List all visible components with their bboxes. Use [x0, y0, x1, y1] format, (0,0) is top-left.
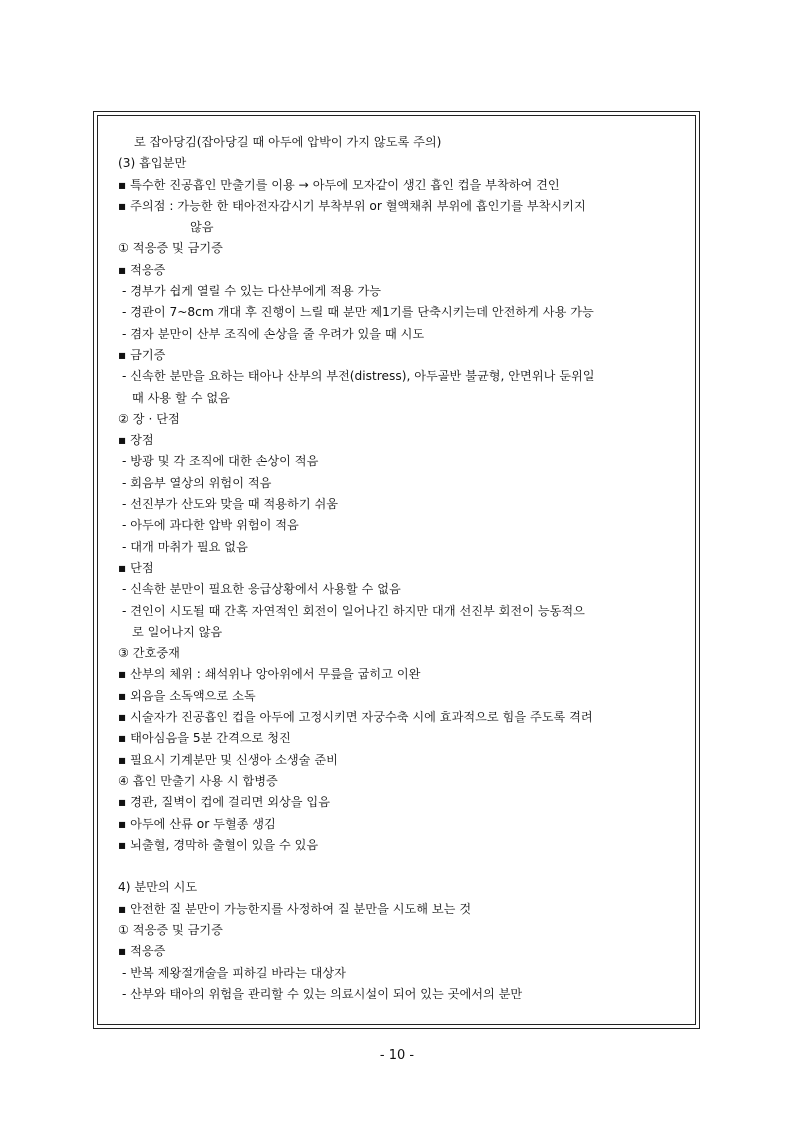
continued-line: 로 잡아당김(잡아당길 때 아두에 압박이 가지 않도록 주의) — [134, 135, 442, 149]
dash-item: - 경부가 쉽게 열릴 수 있는 다산부에게 적용 가능 — [122, 284, 382, 299]
document-content — [118, 132, 681, 1005]
bullet-item-continuation: 않음 — [190, 220, 214, 235]
dash-item: - 반복 제왕절개술을 피하길 바라는 대상자 — [122, 965, 346, 980]
section-heading: 4) 분만의 시도 — [118, 880, 198, 895]
bullet-item: ▪ 시술자가 진공흡인 컵을 아두에 고정시키면 자궁수축 시에 효과적으로 힘을 주도록 격려 — [118, 710, 593, 725]
section-heading: ① 적응증 및 금기증 — [118, 922, 223, 937]
bullet-item: ▪ 특수한 진공흡인 만출기를 이용 → 아두에 모자같이 생긴 흡인 컵을 부착하여 견인 — [118, 177, 560, 192]
dash-item: - 선진부가 산도와 맞을 때 적용하기 쉬움 — [122, 497, 339, 512]
dash-item: - 아두에 과다한 압박 위험이 적음 — [122, 518, 299, 533]
dash-item: - 견인이 시도될 때 간혹 자연적인 회전이 일어나긴 하지만 대개 선진부 회전이 능동적으 — [122, 603, 585, 618]
bullet-item: ▪ 단점 — [118, 560, 154, 575]
dash-item: - 산부와 태아의 위험을 관리할 수 있는 의료시설이 되어 있는 곳에서의 분만 — [122, 986, 523, 1001]
dash-item: - 경관이 7~8cm 개대 후 진행이 느릴 때 분만 제1기를 단축시키는데 안전하게 사용 가능 — [122, 305, 594, 320]
bullet-item: ▪ 안전한 질 분만이 가능한지를 사정하여 질 분만을 시도해 보는 것 — [118, 901, 472, 916]
bullet-item: ▪ 적응증 — [118, 262, 166, 277]
dash-item: - 대개 마취가 필요 없음 — [122, 539, 248, 554]
bullet-item: ▪ 경관, 질벽이 컵에 걸리면 외상을 입음 — [118, 795, 330, 810]
bullet-item: ▪ 금기증 — [118, 347, 166, 362]
bullet-item: ▪ 외음을 소독액으로 소독 — [118, 688, 256, 703]
bullet-item: ▪ 필요시 기계분만 및 신생아 소생술 준비 — [118, 752, 338, 767]
section-heading: ④ 흡인 만출기 사용 시 합병증 — [118, 773, 278, 788]
bullet-item: ▪ 산부의 체위 : 쇄석위나 앙아위에서 무릎을 굽히고 이완 — [118, 667, 421, 682]
page-number: - 10 - — [379, 1048, 415, 1063]
dash-item-continuation: 때 사용 할 수 없음 — [132, 390, 230, 405]
document-inner-frame — [97, 115, 696, 1025]
bullet-item: ▪ 태아심음을 5분 간격으로 청진 — [118, 731, 291, 746]
blank-line — [118, 856, 681, 877]
bullet-item: ▪ 아두에 산류 or 두혈종 생김 — [118, 816, 276, 831]
dash-item: - 신속한 분만을 요하는 태아나 산부의 부전(distress), 아두골반 불균형, 안면위나 둔위일 — [122, 369, 595, 384]
bullet-item: ▪ 적응증 — [118, 944, 166, 959]
section-heading: ③ 간호중재 — [118, 646, 180, 661]
bullet-item: ▪ 뇌출혈, 경막하 출혈이 있을 수 있음 — [118, 837, 319, 852]
bullet-item: ▪ 장점 — [118, 433, 154, 448]
dash-item: - 겸자 분만이 산부 조직에 손상을 줄 우려가 있을 때 시도 — [122, 326, 425, 341]
section-heading: (3) 흡입분만 — [118, 156, 187, 171]
dash-item-continuation: 로 일어나지 않음 — [132, 624, 223, 639]
section-heading: ① 적응증 및 금기증 — [118, 241, 223, 256]
dash-item: - 회음부 열상의 위험이 적음 — [122, 475, 272, 490]
bullet-item: ▪ 주의점 : 가능한 한 태아전자감시기 부착부위 or 혈액채취 부위에 흡인기를 부착시키지 — [118, 198, 586, 213]
section-heading: ② 장 · 단점 — [118, 411, 180, 426]
document-frame — [93, 111, 700, 1029]
dash-item: - 방광 및 각 조직에 대한 손상이 적음 — [122, 454, 319, 469]
dash-item: - 신속한 분만이 필요한 응급상황에서 사용할 수 없음 — [122, 582, 401, 597]
